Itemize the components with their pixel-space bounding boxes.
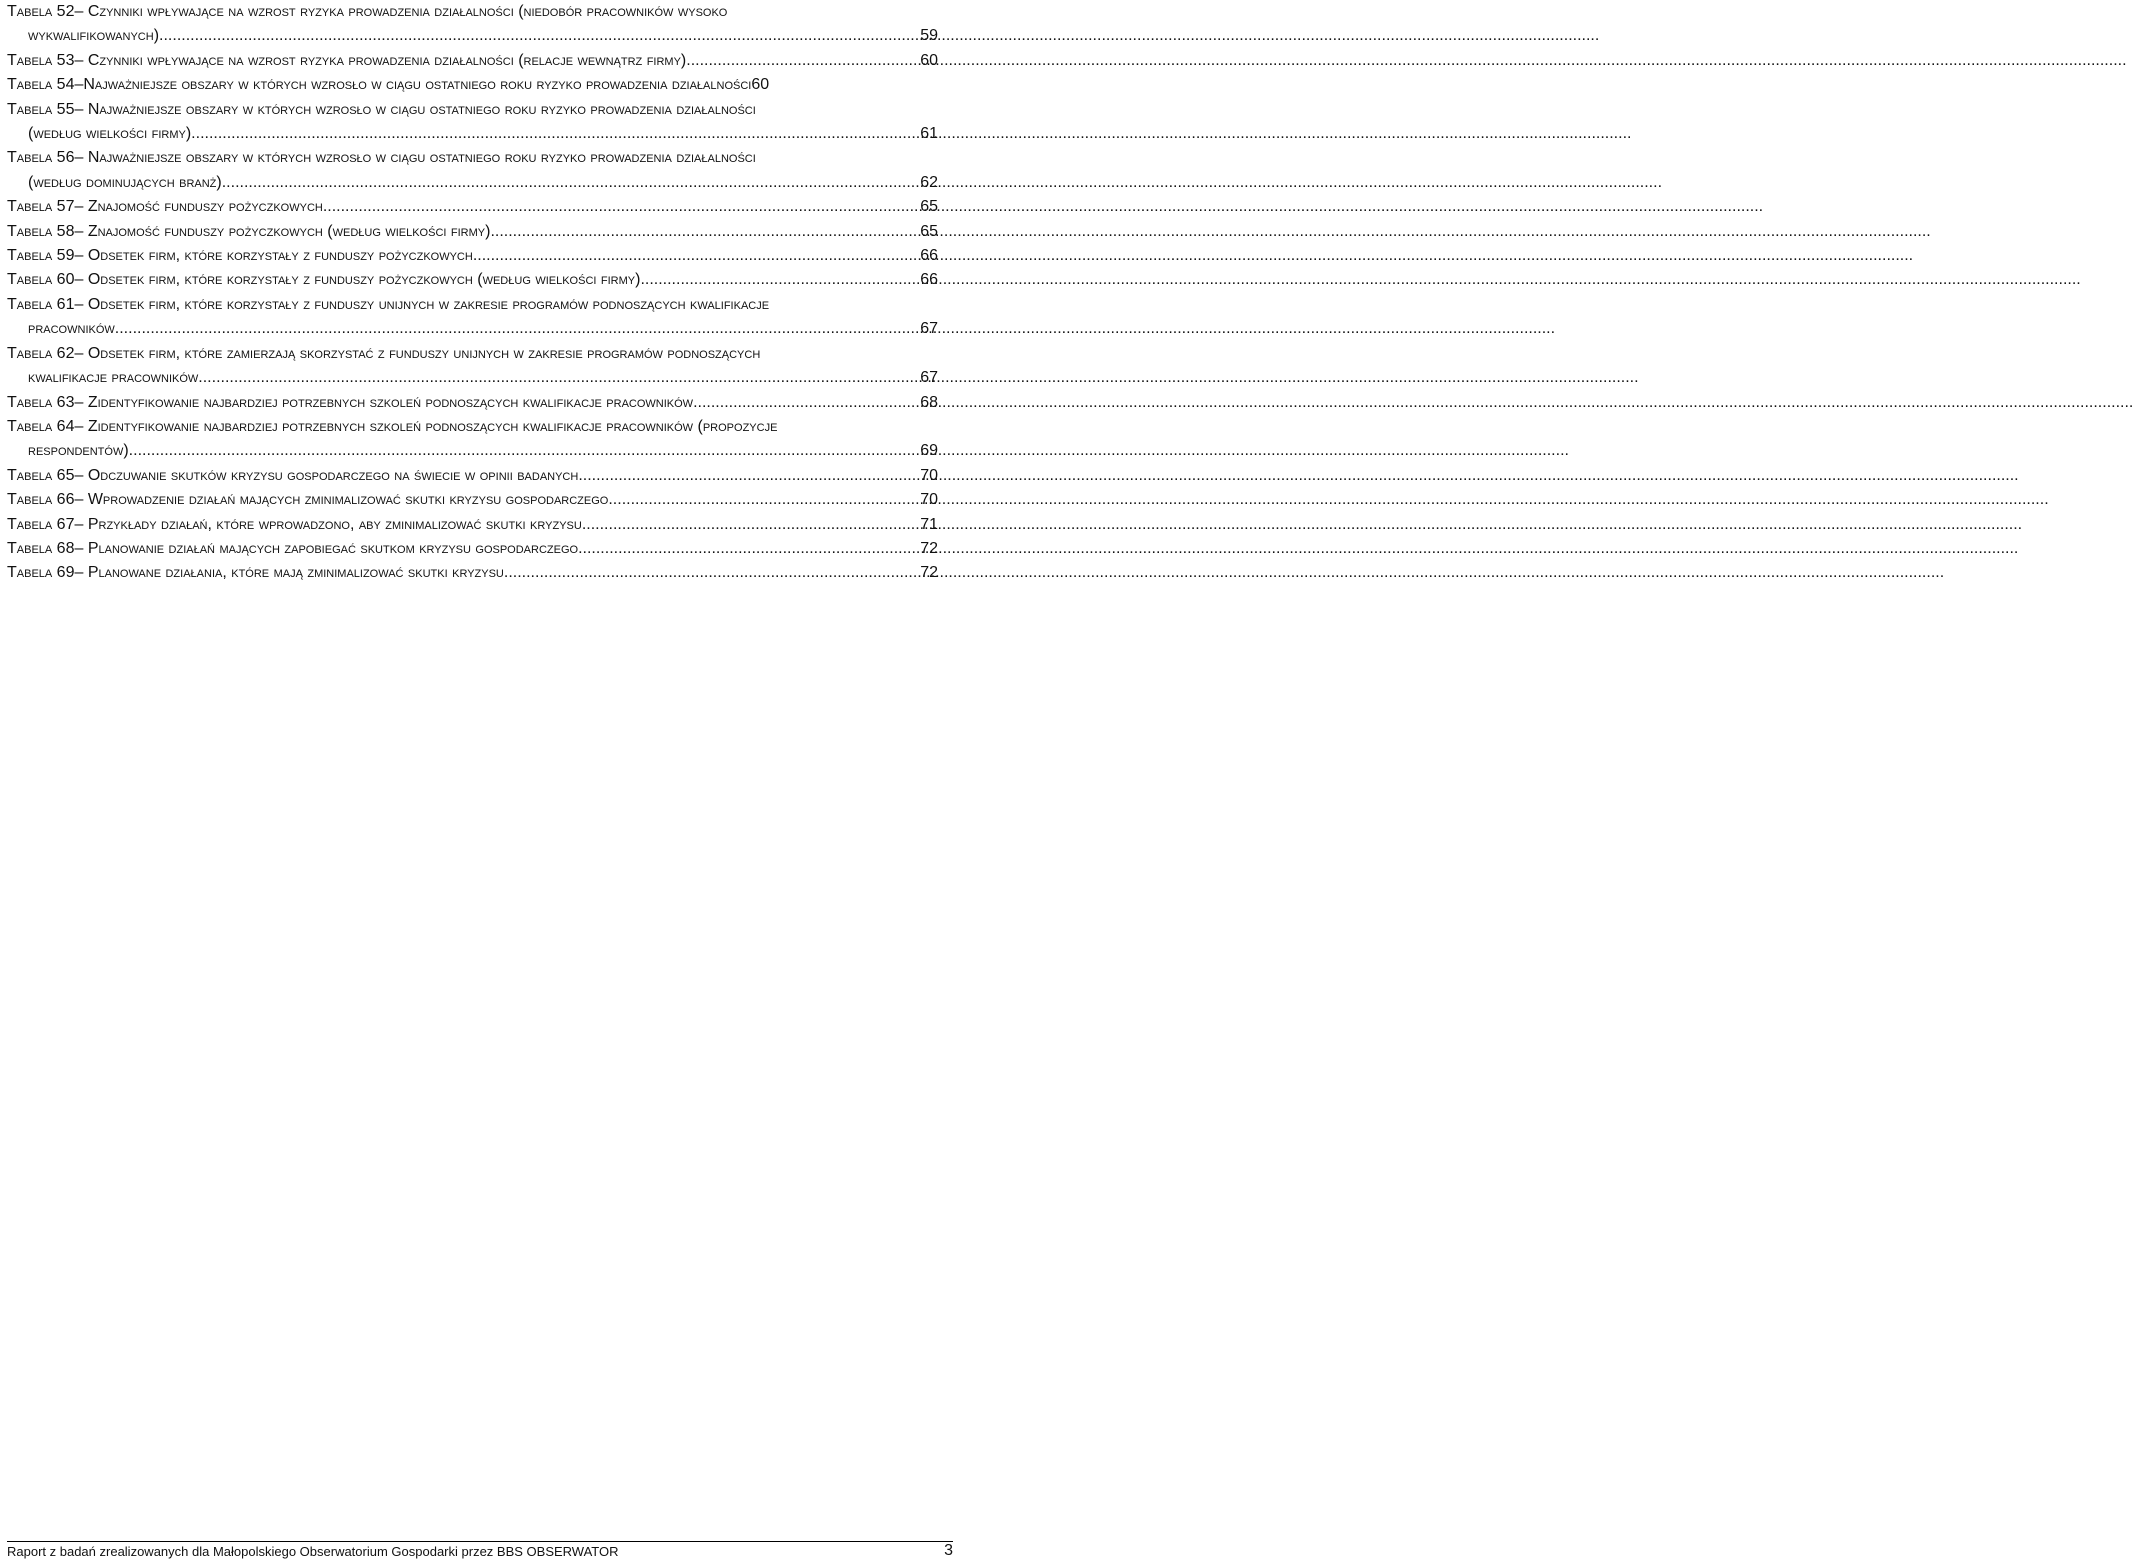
toc-entry-page: 71 bbox=[920, 515, 938, 533]
toc-entry-page: 67 bbox=[920, 320, 938, 338]
toc-entry-page: 69 bbox=[920, 442, 938, 460]
dot-leader bbox=[198, 366, 917, 390]
toc-entry-title-line: Tabela 61– Odsetek firm, które korzystały z funduszy unijnych w zakresie programów podnoszących kwalifikacje bbox=[7, 295, 770, 313]
toc-entry-page: 60 bbox=[920, 51, 938, 69]
dot-leader bbox=[578, 464, 917, 488]
toc-entry-title: Tabela 59– Odsetek firm, które korzystały z funduszy pożyczkowych bbox=[7, 247, 473, 265]
dot-leader bbox=[129, 439, 918, 463]
toc-entry[interactable] bbox=[7, 220, 938, 244]
toc-entry[interactable] bbox=[7, 268, 938, 292]
toc-entry-page: 62 bbox=[920, 173, 938, 191]
toc-entry-title: Tabela 54–Najważniejsze obszary w których wzrosło w ciągu ostatniego roku ryzyko prowadzenia działalności bbox=[7, 76, 752, 94]
toc-entry-title: Tabela 53– Czynniki wpływające na wzrost ryzyka prowadzenia działalności (relacje wewnątrz firmy) bbox=[7, 51, 687, 69]
toc-entry[interactable] bbox=[7, 537, 938, 561]
toc-entry[interactable] bbox=[7, 391, 938, 415]
toc-entry[interactable] bbox=[7, 293, 938, 342]
toc-entry[interactable] bbox=[7, 464, 938, 488]
toc-entry[interactable] bbox=[7, 488, 938, 512]
toc-entry-title-line: Tabela 62– Odsetek firm, które zamierzają skorzystać z funduszy unijnych w zakresie programów podnoszących bbox=[7, 344, 761, 362]
dot-leader bbox=[191, 122, 917, 146]
dot-leader bbox=[115, 317, 917, 341]
dot-leader bbox=[578, 537, 917, 561]
page-footer bbox=[7, 1541, 953, 1559]
dot-leader bbox=[504, 561, 917, 585]
toc-entry-title-line: Tabela 56– Najważniejsze obszary w których wzrosło w ciągu ostatniego roku ryzyko prowadzenia działalności bbox=[7, 149, 756, 167]
toc-entry[interactable] bbox=[7, 98, 938, 147]
toc-entry-title: Tabela 66– Wprowadzenie działań mających zminimalizować skutki kryzysu gospodarczego bbox=[7, 491, 609, 509]
toc-entry-page: 72 bbox=[920, 564, 938, 582]
toc-entry-title: Tabela 58– Znajomość funduszy pożyczkowych (według wielkości firmy) bbox=[7, 222, 491, 240]
toc-entry[interactable] bbox=[7, 0, 938, 49]
dot-leader bbox=[159, 24, 917, 48]
toc-entry[interactable] bbox=[7, 244, 938, 268]
toc-entry[interactable] bbox=[7, 342, 938, 391]
toc-entry-title: Tabela 69– Planowane działania, które mają zminimalizować skutki kryzysu bbox=[7, 564, 504, 582]
dot-leader bbox=[222, 171, 917, 195]
toc-entry-page: 65 bbox=[920, 222, 938, 240]
toc-entry-title: (według wielkości firmy) bbox=[28, 125, 192, 143]
toc-entry-title: wykwalifikowanych) bbox=[28, 27, 160, 45]
toc-entry-title: kwalifikacje pracowników bbox=[28, 369, 199, 387]
toc-entry[interactable] bbox=[7, 513, 938, 537]
toc-entry-page: 60 bbox=[751, 76, 770, 94]
toc-entry-title: Tabela 60– Odsetek firm, które korzystały z funduszy pożyczkowych (według wielkości firmy) bbox=[7, 271, 641, 289]
toc-entry-title-line: Tabela 64– Zidentyfikowanie najbardziej potrzebnych szkoleń podnoszących kwalifikacje pracowników (propozycje bbox=[7, 417, 778, 435]
toc-entry-title: Tabela 68– Planowanie działań mających zapobiegać skutkom kryzysu gospodarczego bbox=[7, 539, 579, 557]
toc-entry-title: pracowników bbox=[28, 320, 115, 338]
dot-leader bbox=[693, 391, 917, 415]
toc-entry-title: Tabela 67– Przykłady działań, które wprowadzono, aby zminimalizować skutki kryzysu bbox=[7, 515, 582, 533]
toc-entry-page: 66 bbox=[920, 271, 938, 289]
dot-leader bbox=[686, 49, 917, 73]
toc-entry[interactable] bbox=[7, 49, 938, 73]
toc-entry[interactable] bbox=[7, 146, 938, 195]
toc-entry-page: 59 bbox=[920, 27, 938, 45]
toc-entry-title: Tabela 57– Znajomość funduszy pożyczkowych bbox=[7, 198, 323, 216]
toc-entry[interactable] bbox=[7, 195, 938, 219]
toc-entry-page: 65 bbox=[920, 198, 938, 216]
toc-entry-title: Tabela 65– Odczuwanie skutków kryzysu gospodarczego na świecie w opinii badanych bbox=[7, 466, 579, 484]
toc-entry[interactable] bbox=[7, 561, 938, 585]
dot-leader bbox=[608, 488, 917, 512]
toc-entry-page: 66 bbox=[920, 247, 938, 265]
table-of-tables bbox=[7, 0, 938, 586]
toc-entry-title: (według dominujących branż) bbox=[28, 173, 222, 191]
toc-entry[interactable] bbox=[7, 73, 938, 97]
toc-entry-title: respondentów) bbox=[28, 442, 129, 460]
toc-entry-page: 67 bbox=[920, 369, 938, 387]
dot-leader bbox=[490, 220, 917, 244]
toc-entry-title-line: Tabela 52– Czynniki wpływające na wzrost ryzyka prowadzenia działalności (niedobór pracowników wysoko bbox=[7, 3, 728, 20]
toc-entry-page: 70 bbox=[920, 491, 938, 509]
toc-entry[interactable] bbox=[7, 415, 938, 464]
toc-entry-page: 61 bbox=[920, 125, 938, 143]
toc-entry-page: 70 bbox=[920, 466, 938, 484]
toc-entry-page: 68 bbox=[920, 393, 938, 411]
toc-entry-title-line: Tabela 55– Najważniejsze obszary w których wzrosło w ciągu ostatniego roku ryzyko prowadzenia działalności bbox=[7, 100, 756, 118]
footer-text: Raport z badań zrealizowanych dla Małopolskiego Obserwatorium Gospodarki przez BBS OBSERWATOR bbox=[7, 1544, 619, 1559]
dot-leader bbox=[323, 195, 917, 219]
page-number: 3 bbox=[944, 1542, 953, 1559]
dot-leader bbox=[640, 268, 917, 292]
toc-entry-title: Tabela 63– Zidentyfikowanie najbardziej potrzebnych szkoleń podnoszących kwalifikacje pracowników bbox=[7, 393, 694, 411]
dot-leader bbox=[473, 244, 917, 268]
dot-leader bbox=[582, 513, 917, 537]
toc-entry-page: 72 bbox=[920, 539, 938, 557]
